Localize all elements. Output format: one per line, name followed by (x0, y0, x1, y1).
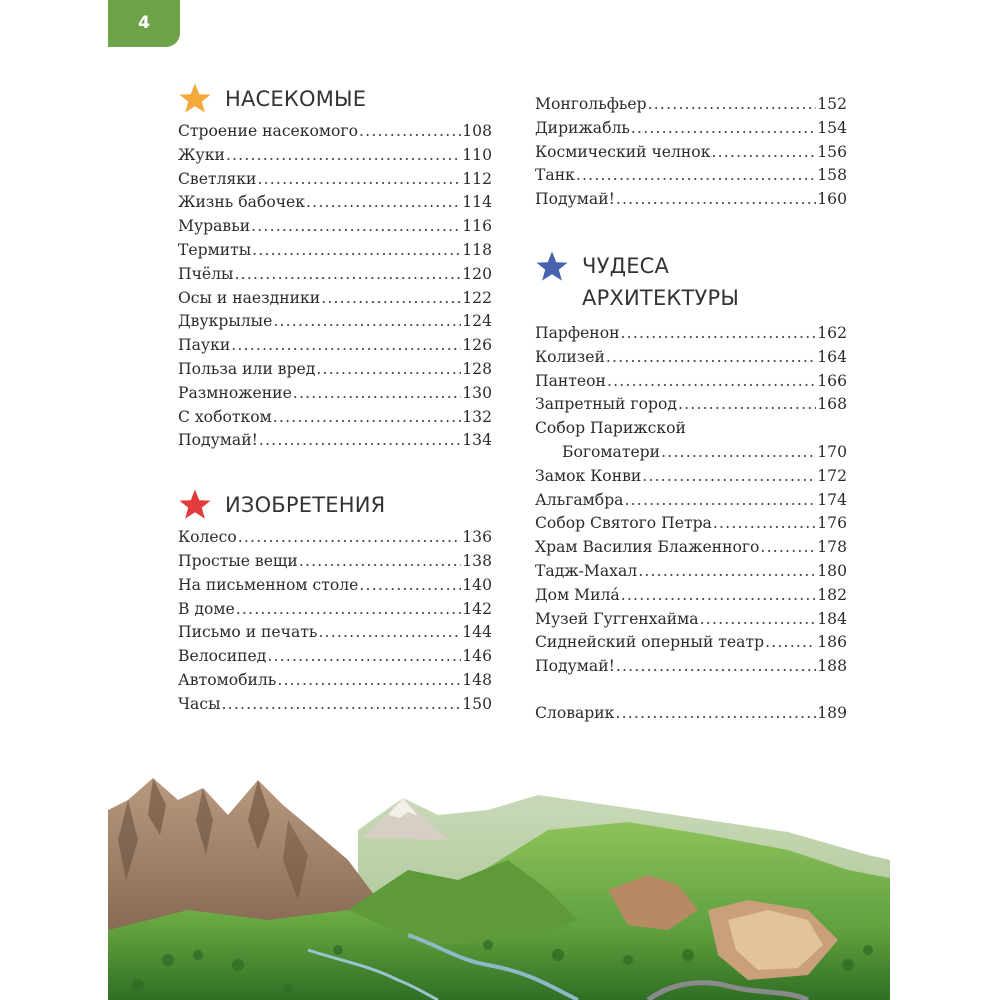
leader-dots (606, 346, 816, 370)
leader-dots (642, 465, 816, 489)
entry-page: 150 (462, 694, 492, 713)
leader-dots (638, 560, 816, 584)
entry-page: 132 (462, 407, 492, 426)
toc-right-column (535, 93, 847, 726)
entry-page: 176 (817, 514, 847, 533)
toc-list-architecture (535, 322, 847, 679)
toc-entry[interactable] (178, 287, 492, 311)
toc-left-column (178, 82, 492, 717)
toc-entry[interactable] (178, 239, 492, 263)
entry-page: 112 (462, 169, 492, 188)
leader-dots (318, 621, 461, 645)
entry-page: 108 (462, 122, 492, 140)
entry-title: Велосипед (178, 647, 267, 666)
toc-entry[interactable] (535, 393, 847, 417)
toc-entry[interactable] (535, 141, 847, 165)
leader-dots (251, 215, 461, 239)
entry-page: 138 (462, 551, 492, 570)
entry-page: 158 (817, 166, 847, 185)
entry-page: 136 (462, 528, 492, 547)
entry-title: Запретный город (535, 395, 677, 414)
leader-dots (661, 441, 816, 465)
toc-entry[interactable] (178, 598, 492, 622)
leader-dots (252, 239, 461, 263)
entry-page: 124 (462, 312, 492, 331)
entry-title: Колесо (178, 528, 237, 547)
mountain-valley-illustration (108, 760, 890, 1000)
leader-dots (765, 631, 816, 655)
leader-dots (273, 406, 461, 430)
toc-entry[interactable] (178, 358, 492, 382)
entry-title: Пауки (178, 336, 231, 355)
toc-entry[interactable] (535, 608, 847, 632)
entry-page: 170 (817, 442, 847, 461)
toc-entry[interactable] (535, 536, 847, 560)
entry-title: Двукрылые (178, 312, 273, 331)
toc-entry[interactable] (535, 346, 847, 370)
section-title: НАСЕКОМЫЕ (225, 87, 367, 111)
toc-entry[interactable] (178, 144, 492, 168)
leader-dots (306, 191, 461, 215)
entry-title: Польза или вред (178, 359, 316, 378)
toc-entry[interactable] (178, 191, 492, 215)
section-title: ИЗОБРЕТЕНИЯ (225, 493, 386, 518)
entry-title: Подумай! (535, 190, 615, 209)
entry-title: Храм Василия Блаженного (535, 538, 760, 557)
entry-page: 184 (817, 609, 847, 628)
entry-page: 142 (462, 599, 492, 618)
leader-dots (624, 489, 816, 513)
entry-title: Замок Конви (535, 466, 642, 485)
entry-page: 160 (817, 190, 847, 209)
toc-entry[interactable] (178, 168, 492, 192)
entry-title: Часы (178, 694, 221, 713)
leader-dots (607, 370, 816, 394)
red-star-icon (178, 488, 212, 522)
entry-title: Жуки (178, 145, 225, 164)
entry-title: Жизнь бабочек (178, 193, 306, 212)
leader-dots (299, 550, 461, 574)
toc-entry[interactable] (178, 645, 492, 669)
entry-page: 186 (817, 633, 847, 652)
entry-title: Колизей (535, 347, 605, 366)
entry-page: 126 (462, 336, 492, 355)
toc-entry[interactable] (535, 322, 847, 346)
toc-entry[interactable] (535, 441, 847, 465)
entry-title: Подумай! (535, 657, 615, 676)
entry-title: Дом Милá (535, 585, 620, 604)
toc-entry[interactable] (535, 188, 847, 212)
section-heading-insects (178, 82, 492, 116)
leader-dots (760, 536, 816, 560)
entry-page: 110 (462, 145, 492, 164)
leader-dots (576, 164, 816, 188)
leader-dots (713, 512, 816, 536)
toc-entry[interactable] (535, 93, 847, 117)
leader-dots (277, 669, 461, 693)
leader-dots (267, 645, 461, 669)
entry-page: 172 (817, 466, 847, 485)
toc-entry[interactable] (178, 382, 492, 406)
leader-dots (621, 584, 817, 608)
entry-title: С хоботком (178, 407, 272, 426)
leader-dots (231, 334, 461, 358)
entry-page: 189 (817, 703, 847, 722)
entry-title: Подумай! (178, 431, 258, 450)
entry-page: 178 (817, 538, 847, 557)
toc-entry[interactable] (535, 655, 847, 679)
entry-page: 182 (817, 585, 847, 604)
toc-entry[interactable] (535, 164, 847, 188)
leader-dots (293, 382, 461, 406)
entry-title: В доме (178, 599, 235, 618)
orange-star-icon (178, 82, 212, 116)
leader-dots (616, 655, 816, 679)
leader-dots (648, 93, 817, 117)
toc-entry[interactable] (178, 310, 492, 334)
entry-page: 154 (817, 118, 847, 137)
entry-page: 168 (817, 395, 847, 414)
entry-title: Тадж-Махал (535, 561, 638, 580)
leader-dots (222, 693, 462, 717)
entry-title: Строение насекомого (178, 122, 358, 140)
toc-entry[interactable] (178, 263, 492, 287)
toc-list-inventions-continued (535, 93, 847, 212)
toc-entry[interactable] (535, 512, 847, 536)
leader-dots (259, 429, 461, 453)
toc-entry[interactable] (178, 550, 492, 574)
leader-dots (678, 393, 816, 417)
leader-dots (234, 263, 461, 287)
entry-title: Монгольфьер (535, 95, 647, 113)
toc-list-glossary (535, 702, 847, 726)
leader-dots (359, 120, 461, 144)
leader-dots (236, 598, 461, 622)
leader-dots (316, 358, 461, 382)
entry-title: На письменном столе (178, 575, 359, 594)
toc-entry[interactable] (178, 215, 492, 239)
entry-page: 116 (462, 217, 492, 236)
toc-entry[interactable] (535, 560, 847, 584)
leader-dots (273, 310, 461, 334)
leader-dots (711, 141, 816, 165)
entry-title: Письмо и печать (178, 623, 318, 642)
entry-title: Осы и наездники (178, 288, 321, 307)
toc-list-insects (178, 120, 492, 453)
entry-page: 156 (817, 142, 847, 161)
entry-page: 188 (817, 657, 847, 676)
entry-page: 148 (462, 670, 492, 689)
entry-page: 128 (462, 359, 492, 378)
entry-title: Космический челнок (535, 142, 711, 161)
toc-entry-glossary[interactable] (535, 702, 847, 726)
entry-title: Простые вещи (178, 551, 298, 570)
leader-dots (615, 702, 816, 726)
section-title-line1: ЧУДЕСА (582, 253, 670, 278)
entry-page: 166 (817, 371, 847, 390)
toc-entry[interactable] (178, 429, 492, 453)
entry-title: Богоматери (562, 442, 661, 461)
entry-page: 120 (462, 264, 492, 283)
entry-page: 118 (462, 240, 492, 259)
entry-page: 180 (817, 561, 847, 580)
leader-dots (700, 608, 817, 632)
entry-title: Светляки (178, 169, 257, 188)
leader-dots (616, 188, 816, 212)
toc-entry[interactable] (535, 631, 847, 655)
entry-title: Термиты (178, 240, 252, 259)
entry-title: Музей Гуггенхайма (535, 609, 699, 628)
entry-title: Альгамбра (535, 490, 624, 509)
entry-title: Собор Парижской (535, 419, 686, 438)
page-number-tab: 4 (108, 0, 180, 47)
toc-entry[interactable] (178, 526, 492, 550)
toc-entry[interactable] (535, 465, 847, 489)
entry-title: Муравьи (178, 217, 251, 236)
entry-title: Парфенон (535, 323, 620, 342)
entry-page: 174 (817, 490, 847, 509)
leader-dots (631, 117, 816, 141)
leader-dots (226, 144, 461, 168)
leader-dots (359, 574, 461, 598)
toc-entry[interactable] (535, 117, 847, 141)
entry-page: 140 (462, 575, 492, 594)
entry-title: Собор Святого Петра (535, 514, 712, 533)
toc-entry[interactable] (535, 489, 847, 513)
entry-page: 152 (817, 95, 847, 113)
entry-title: Пчёлы (178, 264, 234, 283)
entry-title: Дирижабль (535, 118, 630, 137)
entry-page: 146 (462, 647, 492, 666)
section-title-line2: АРХИТЕКТУРЫ (582, 285, 740, 310)
toc-entry[interactable] (178, 669, 492, 693)
entry-page: 122 (462, 288, 492, 307)
entry-title: Сиднейский оперный театр (535, 633, 765, 652)
entry-title: Автомобиль (178, 670, 277, 689)
leader-dots (257, 168, 461, 192)
toc-entry[interactable] (178, 693, 492, 717)
entry-title: Танк (535, 166, 575, 185)
toc-entry[interactable] (178, 574, 492, 598)
toc-entry[interactable] (535, 417, 847, 441)
leader-dots (238, 526, 462, 550)
leader-dots (621, 322, 817, 346)
toc-entry[interactable] (178, 406, 492, 430)
blue-star-icon (535, 250, 569, 284)
entry-page: 114 (462, 193, 492, 212)
entry-page: 134 (462, 431, 492, 450)
leader-dots (321, 287, 461, 311)
toc-entry[interactable] (178, 621, 492, 645)
entry-title: Пантеон (535, 371, 606, 390)
entry-page: 162 (817, 323, 847, 342)
entry-page: 130 (462, 383, 492, 402)
toc-entry[interactable] (178, 334, 492, 358)
toc-list-inventions (178, 526, 492, 716)
entry-title: Размножение (178, 383, 292, 402)
entry-page: 164 (817, 347, 847, 366)
section-heading-inventions (178, 488, 492, 522)
section-heading-architecture (535, 250, 847, 314)
entry-page: 144 (462, 623, 492, 642)
toc-entry[interactable] (535, 584, 847, 608)
toc-entry[interactable] (535, 370, 847, 394)
toc-entry[interactable] (178, 120, 492, 144)
entry-title: Словарик (535, 703, 615, 722)
